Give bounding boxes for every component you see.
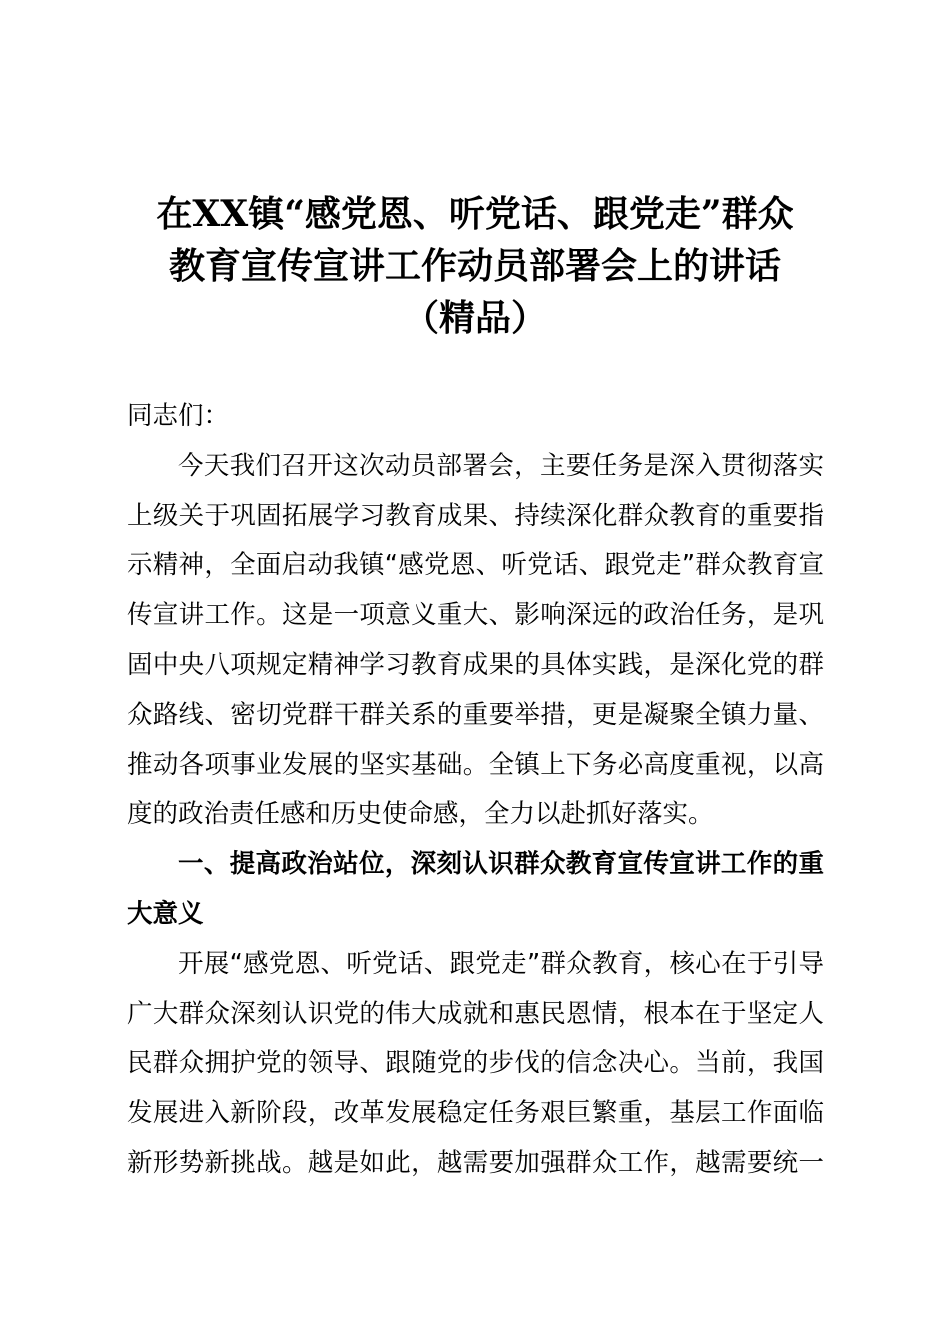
section-heading-1 bbox=[127, 840, 824, 940]
text-line: 广大群众深刻认识党的伟大成就和惠民恩情，根本在于坚定人 bbox=[127, 998, 824, 1029]
salutation: 同志们： bbox=[127, 401, 230, 431]
heading-line: 大意义 bbox=[127, 898, 204, 929]
paragraph-intro bbox=[127, 442, 824, 840]
text-line: 开展“感党恩、听党话、跟党走”群众教育，核心在于引导 bbox=[178, 948, 824, 979]
title-line: （精品） bbox=[402, 297, 547, 339]
text-line: 度的政治责任感和历史使命感，全力以赴抓好落实。 bbox=[127, 799, 714, 830]
text-line: 示精神，全面启动我镇“感党恩、听党话、跟党走”群众教育宣 bbox=[127, 550, 824, 581]
heading-line: 一、提高政治站位，深刻认识群众教育宣传宣讲工作的重 bbox=[178, 849, 824, 880]
text-line: 推动各项事业发展的坚实基础。全镇上下务必高度重视，以高 bbox=[127, 749, 824, 780]
text-line: 今天我们召开这次动员部署会，主要任务是深入贯彻落实 bbox=[178, 450, 824, 481]
title-line: 在XX镇“感党恩、听党话、跟党走”群众 bbox=[156, 193, 794, 235]
document-body bbox=[127, 392, 824, 1189]
paragraph-section-1 bbox=[127, 940, 824, 1189]
text-line: 传宣讲工作。这是一项意义重大、影响深远的政治任务，是巩 bbox=[127, 600, 824, 631]
text-line: 众路线、密切党群干群关系的重要举措，更是凝聚全镇力量、 bbox=[127, 699, 824, 730]
title-line: 教育宣传宣讲工作动员部署会上的讲话 bbox=[168, 245, 781, 287]
document-title bbox=[120, 188, 830, 344]
text-line: 民群众拥护党的领导、跟随党的步伐的信念决心。当前，我国 bbox=[127, 1048, 824, 1079]
text-line: 固中央八项规定精神学习教育成果的具体实践，是深化党的群 bbox=[127, 649, 824, 680]
text-line: 新形势新挑战。越是如此，越需要加强群众工作，越需要统一 bbox=[127, 1147, 824, 1178]
text-line: 发展进入新阶段，改革发展稳定任务艰巨繁重，基层工作面临 bbox=[127, 1098, 824, 1129]
text-line: 上级关于巩固拓展学习教育成果、持续深化群众教育的重要指 bbox=[127, 500, 824, 531]
